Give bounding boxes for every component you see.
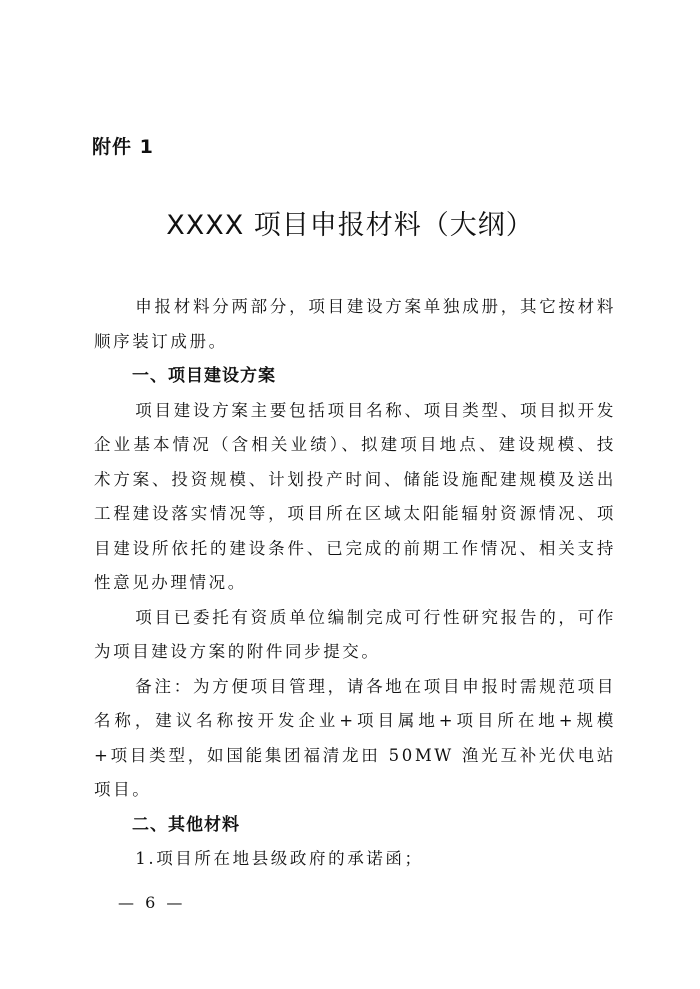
remark-paragraph: 备注：为方便项目管理，请各地在项目申报时需规范项目名称，建议名称按开发企业+项目属地+项目所在地+规模+项目类型，如国能集团福清龙田 50MW 渔光互补光伏电站项目。	[94, 676, 616, 799]
section-heading-other-materials: 二、其他材料	[132, 814, 240, 835]
section-heading-project-plan: 一、项目建设方案	[132, 366, 276, 386]
attachment-label: 附件 1	[92, 136, 154, 158]
intro-paragraph: 申报材料分两部分，项目建设方案单独成册，其它按材料顺序装订成册。	[94, 297, 616, 351]
page-number: — 6 —	[118, 893, 186, 912]
document-body	[94, 290, 616, 877]
feasibility-report-paragraph: 项目已委托有资质单位编制完成可行性研究报告的，可作为项目建设方案的附件同步提交。	[94, 607, 616, 661]
project-plan-paragraph: 项目建设方案主要包括项目名称、项目类型、项目拟开发企业基本情况（含相关业绩）、拟建项目地点、建设规模、技术方案、投资规模、计划投产时间、储能设施配建规模及送出工程建设落实情况等，项目所在区域太阳能辐射资源情况、项目建设所依托的建设条件、已完成的前期工作情况、相关支持性意见办理情况。	[94, 400, 616, 592]
document-title: XXXX 项目申报材料（大纲）	[166, 210, 534, 241]
list-item: 1.项目所在地县级政府的承诺函；	[135, 849, 424, 868]
